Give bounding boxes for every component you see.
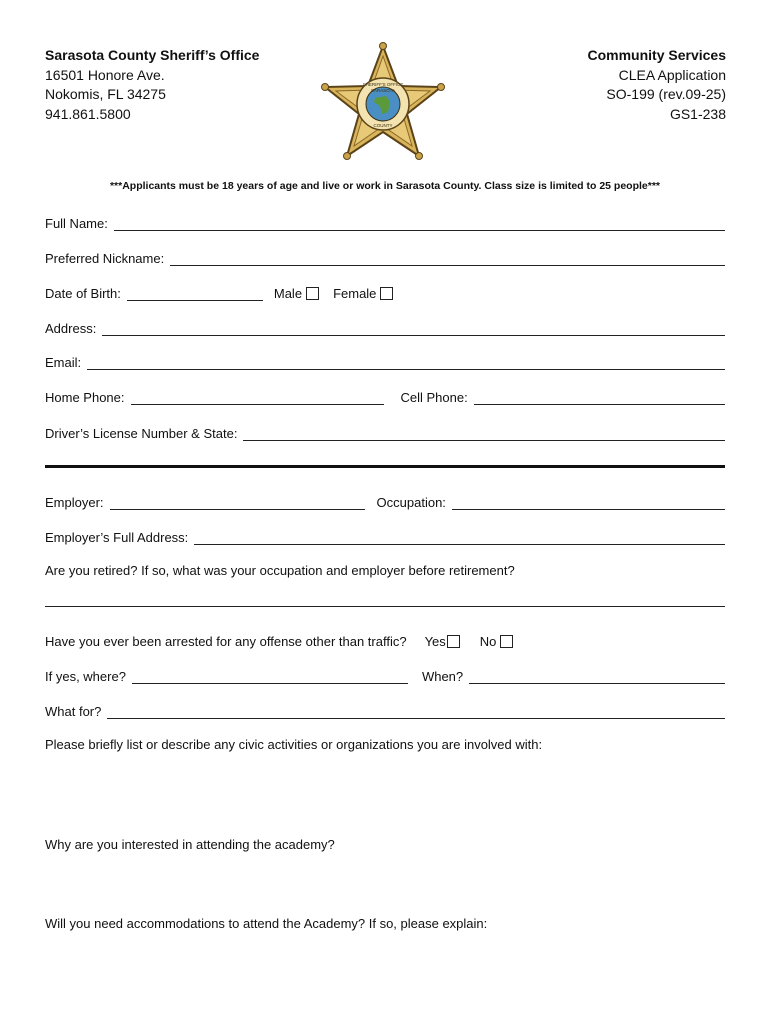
what-for-row xyxy=(45,699,725,719)
address-label: Address: xyxy=(45,321,97,336)
arrested-question: Have you ever been arrested for any offense other than traffic? xyxy=(45,634,407,649)
agency-city: Nokomis, FL 34275 xyxy=(45,86,166,102)
address-field[interactable] xyxy=(102,321,725,336)
svg-text:SARASOTA: SARASOTA xyxy=(370,88,396,93)
form-title: CLEA Application xyxy=(618,66,726,83)
occupation-label: Occupation: xyxy=(376,495,446,510)
agency-address-block xyxy=(45,46,259,124)
form-info-block xyxy=(588,46,727,124)
cell-phone-field[interactable] xyxy=(474,390,725,405)
male-checkbox[interactable] xyxy=(306,287,319,300)
nickname-row xyxy=(45,246,725,266)
retention-code: GS1-238 xyxy=(669,105,726,122)
full-name-field[interactable] xyxy=(114,216,725,231)
what-for-label: What for? xyxy=(45,704,102,719)
male-option xyxy=(274,286,319,301)
male-label: Male xyxy=(273,286,303,301)
no-option xyxy=(480,634,514,649)
nickname-label: Preferred Nickname: xyxy=(45,251,165,266)
interest-question: Why are you interested in attending the academy? xyxy=(45,837,335,852)
employer-field[interactable] xyxy=(110,495,365,510)
form-number: SO-199 (rev.09-25) xyxy=(606,86,726,102)
when-label: When? xyxy=(421,669,464,684)
arrest-where-row xyxy=(45,664,725,684)
eligibility-notice: ***Applicants must be 18 years of age and live or work in Sarasota County. Class size is limited to 25 people*** xyxy=(109,180,661,192)
dob-row xyxy=(45,281,725,301)
employer-address-row xyxy=(45,525,725,545)
agency-street: 16501 Honore Ave. xyxy=(45,66,165,83)
arrested-row xyxy=(45,629,725,649)
full-name-row xyxy=(45,211,725,231)
yes-option xyxy=(425,634,460,649)
dob-field[interactable] xyxy=(127,286,263,301)
no-label: No xyxy=(479,634,497,649)
phone-row xyxy=(45,385,725,405)
when-field[interactable] xyxy=(469,669,725,684)
female-label: Female xyxy=(333,286,377,301)
employer-address-field[interactable] xyxy=(194,530,725,545)
no-checkbox[interactable] xyxy=(500,635,513,648)
license-label: Driver’s License Number & State: xyxy=(45,426,238,441)
license-row xyxy=(45,421,725,441)
address-row xyxy=(45,316,725,336)
full-name-label: Full Name: xyxy=(45,216,108,231)
email-row xyxy=(45,350,725,370)
employer-label: Employer: xyxy=(45,495,104,510)
license-field[interactable] xyxy=(243,426,725,441)
accommodations-question: Will you need accommodations to attend the Academy? If so, please explain: xyxy=(45,916,488,931)
where-label: If yes, where? xyxy=(45,669,126,684)
female-checkbox[interactable] xyxy=(380,287,393,300)
agency-name: Sarasota County Sheriff’s Office xyxy=(45,47,260,63)
section-divider xyxy=(45,465,725,468)
female-option xyxy=(333,286,393,301)
employment-row xyxy=(45,490,725,510)
svg-text:SHERIFF'S OFFICE: SHERIFF'S OFFICE xyxy=(362,82,404,87)
department-name: Community Services xyxy=(587,47,726,63)
dob-label: Date of Birth: xyxy=(45,286,121,301)
home-phone-field[interactable] xyxy=(131,390,384,405)
nickname-field[interactable] xyxy=(170,251,725,266)
email-label: Email: xyxy=(45,355,82,370)
occupation-field[interactable] xyxy=(452,495,725,510)
svg-text:COUNTY: COUNTY xyxy=(373,123,393,128)
yes-checkbox[interactable] xyxy=(447,635,460,648)
retired-question: Are you retired? If so, what was your occupation and employer before retirement? xyxy=(45,563,515,578)
employer-address-label: Employer’s Full Address: xyxy=(45,530,189,545)
home-phone-label: Home Phone: xyxy=(45,390,125,405)
where-field[interactable] xyxy=(132,669,408,684)
what-for-field[interactable] xyxy=(107,704,725,719)
cell-phone-label: Cell Phone: xyxy=(400,390,468,405)
agency-phone: 941.861.5800 xyxy=(45,105,131,122)
retired-answer-field[interactable] xyxy=(45,606,725,607)
email-field[interactable] xyxy=(87,355,725,370)
yes-label: Yes xyxy=(424,634,446,649)
sheriff-star-badge xyxy=(320,42,446,162)
civic-question: Please briefly list or describe any civic activities or organizations you are involved with: xyxy=(45,737,543,752)
